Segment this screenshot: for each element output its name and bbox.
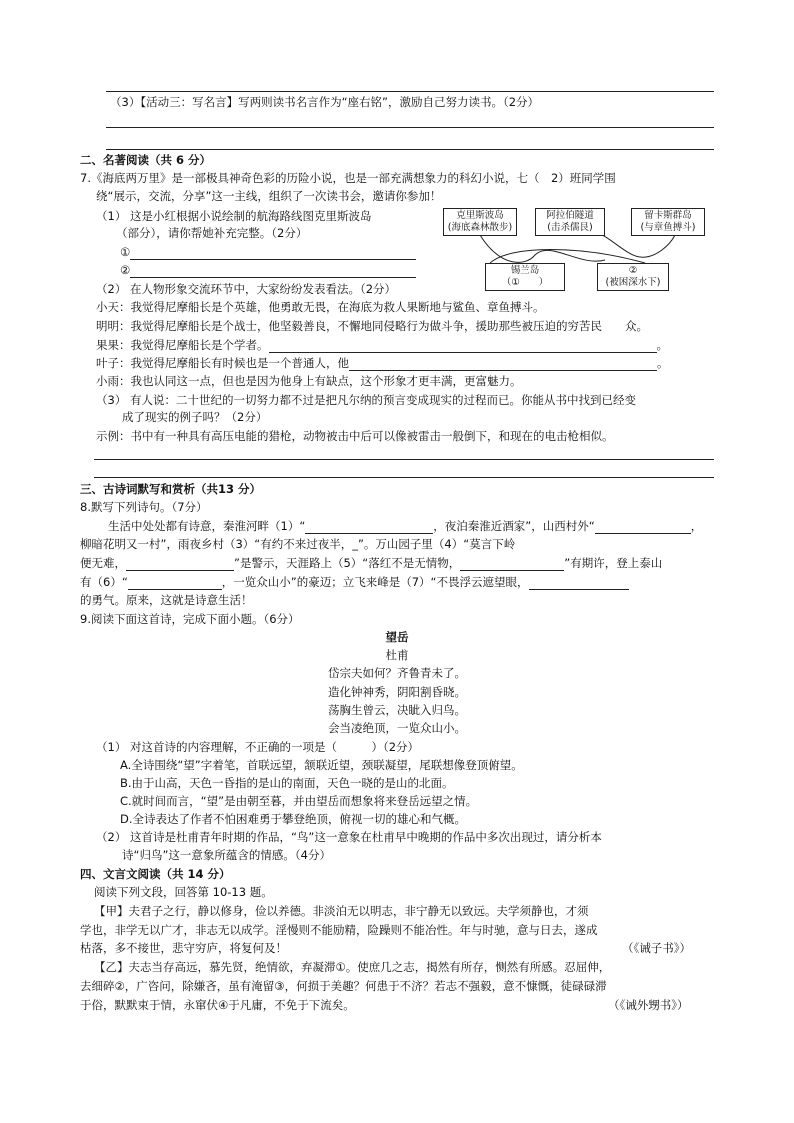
answer-input[interactable] [349, 358, 657, 371]
q7-stem-cont: 绕“展示，交流，分享”这一主线，组织了一次读书会，邀请你参加！ [96, 189, 442, 203]
q9-2-stem-cont: 诗“归鸟”这一意象所蕴含的情感。（4分） [122, 848, 331, 862]
answer-input[interactable] [130, 265, 416, 278]
blank-label: ② [120, 263, 131, 277]
q9-1-stem: （1） 对这首诗的内容理解，不正确的一项是（ ）（2分） [96, 740, 420, 754]
poem-blank-2[interactable] [595, 521, 691, 534]
map-box-deep-water: ② (被困深水下) [597, 263, 669, 291]
q8-line4: 有（6）“ ，一览众山小”的豪迈；立飞来峰是（7）“不畏浮云遮望眼， [80, 574, 629, 590]
passage-yi-source: （《诫外甥书》） [608, 998, 689, 1012]
passage-jia-line3: 枯落，多不接世，悲守穷庐，将复何及！ [80, 941, 287, 955]
poem-blank-7[interactable] [529, 577, 629, 590]
q9-stem: 9.阅读下面这首诗，完成下面小题。（6分） [80, 612, 300, 626]
option-a[interactable]: A.全诗围绕“望”字着笔，首联远望，颔联近望，颈联凝望，尾联想像登顶俯望。 [120, 758, 523, 772]
section4-title: 四、文言文阅读（共 14 分） [80, 867, 231, 881]
poem-author: 杜甫 [385, 648, 409, 662]
q8-line2: 柳暗花明又一村”，雨夜乡村（3）“有约不来过夜半，_”。万山园子里（4）“莫言下岭 [80, 537, 516, 551]
q8-line1: 生活中处处都有诗意，秦淮河畔（1）“ ，夜泊秦淮近酒家”，山西村外“ ， [108, 519, 703, 533]
blank-label: ① [120, 245, 131, 259]
answer-line[interactable] [106, 127, 714, 128]
q7-3-stem: （3） 有人说：二十世纪的一切努力都不过是把凡尔纳的预言变成现实的过程而已。你能从书中找到已经变 [96, 393, 636, 407]
answer-input[interactable] [269, 340, 657, 353]
poem-title: 望岳 [385, 630, 409, 644]
passage-yi-line1: 【乙】夫志当存高远，慕先贤，绝情欲，弃凝滞①。使庶几之志，揭然有所存，恻然有所感。忍屈伸， [94, 960, 611, 974]
poem-blank-5[interactable] [460, 558, 564, 571]
option-d[interactable]: D.全诗表达了作者不怕困难勇于攀登绝顶，俯视一切的雄心和气概。 [120, 812, 467, 826]
option-b[interactable]: B.由于山高，天色一昏指的是山的南面，天色一晓的是山的北面。 [120, 776, 454, 790]
answer-input[interactable] [130, 247, 416, 260]
activity3-text: （3）【活动三：写名言】写两则读书名言作为“座右铭”，激励自己努力读书。（2分） [110, 95, 540, 109]
q7-1-stem-cont: （部分），请你帮她补充完整。（2分） [116, 226, 308, 240]
opinion-xiaotian: 小天：我觉得尼摩船长是个英雄，他勇敢无畏，在海底为救人果断地与鲨鱼、章鱼搏斗。 [96, 300, 545, 314]
section2-title: 二、名著阅读（共 6 分） [80, 153, 212, 167]
answer-line[interactable] [106, 149, 714, 150]
map-box-kelisibo: 克里斯波岛 (海底森林散步) [443, 208, 517, 236]
poem-line: 造化钟神秀，阴阳割昏晓。 [328, 685, 466, 699]
q7-2-stem: （2） 在人物形象交流环节中，大家纷纷发表看法。（2分） [96, 282, 397, 296]
q9-2-stem: （2） 这首诗是杜甫青年时期的作品，“鸟”这一意象在杜甫早中晚期的作品中多次出现过，请分析本 [96, 830, 602, 844]
passage-jia-line2: 学也，非学无以广才，非志无以成学。淫慢则不能励精，险躁则不能冶性。年与时驰，意与日去，遂成 [80, 923, 598, 937]
passage-yi-line3: 于俗，默默束于情，永窜伏④于凡庸，不免于下流矣。 [80, 998, 355, 1012]
q7-1-stem: （1） 这是小红根据小说绘制的航海路线图克里斯波岛 [96, 209, 372, 223]
q8-line3: 便无难， ”是警示，天涯路上（5）“落红不是无情物， ”有期许，登上泰山 [80, 556, 663, 570]
map-box-ceylon: 锡兰岛 （① ） [485, 263, 565, 291]
poem-blank-6[interactable] [128, 577, 222, 590]
opinion-yezi: 叶子：我觉得尼摩船长有时候也是一个普通人，他 。 [96, 356, 669, 370]
answer-line[interactable] [94, 459, 714, 460]
q8-line5: 的勇气。原来，这就是诗意生活！ [80, 593, 253, 607]
answer-blank-1[interactable] [120, 244, 416, 260]
q8-stem: 8.默写下列诗句。（7分） [80, 500, 208, 514]
passage-jia-source: （《诫子书》） [622, 941, 691, 955]
answer-blank-2[interactable] [120, 262, 416, 278]
answer-line [106, 91, 714, 92]
q7-stem: 7.《海底两万里》是一部极具神奇色彩的历险小说，也是一部充满想象力的科幻小说，七（ 2）班同学围 [80, 171, 616, 185]
q7-3-stem-cont: 成了现实的例子吗？（2分） [122, 410, 268, 424]
example-answer: 示例：书中有一种具有高压电能的猎枪，动物被击中后可以像被雷击一般倒下，和现在的电击枪相似。 [96, 429, 614, 443]
poem-blank-4[interactable] [126, 558, 234, 571]
poem-line: 会当凌绝顶，一览众山小。 [328, 721, 466, 735]
poem-blank-1[interactable] [305, 521, 433, 534]
poem-line: 岱宗夫如何？齐鲁青未了。 [328, 666, 466, 680]
poem-line: 荡胸生曾云，决眦入归鸟。 [328, 703, 466, 717]
opinion-xiaoyu: 小雨：我也认同这一点，但也是因为他身上有缺点，这个形象才更丰满，更富魅力。 [96, 374, 522, 388]
passage-yi-line2: 去细碎②，广咨问，除嫌吝，虽有淹留③，何损于美趣？何患于不济？若志不强毅，意不慷慨，徒碌碌滞 [80, 979, 607, 993]
map-box-lukas-islands: 留卡斯群岛 (与章鱼搏斗) [631, 208, 705, 236]
opinion-mingming: 明明：我觉得尼摩船长是个战士，他坚毅善良，不懈地同侵略行为做斗争，援助那些被压迫的穷苦民 众。 [96, 319, 648, 333]
opinion-guoguo: 果果：我觉得尼摩船长是个学者。 。 [96, 338, 668, 352]
section4-intro: 阅读下列文段，回答第 10-13 题。 [94, 885, 273, 899]
map-box-arabian-tunnel: 阿拉伯隧道 (击杀儒艮) [535, 208, 605, 236]
option-c[interactable]: C.就时间而言，“望”是由朝至暮，并由望岳而想象将来登岳远望之情。 [120, 794, 478, 808]
answer-line[interactable] [94, 477, 714, 478]
section3-title: 三、古诗词默写和赏析（共13 分） [80, 482, 262, 496]
passage-jia-line1: 【甲】夫君子之行，静以修身，俭以养德。非淡泊无以明志，非宁静无以致远。夫学须静也，才须 [94, 904, 589, 918]
